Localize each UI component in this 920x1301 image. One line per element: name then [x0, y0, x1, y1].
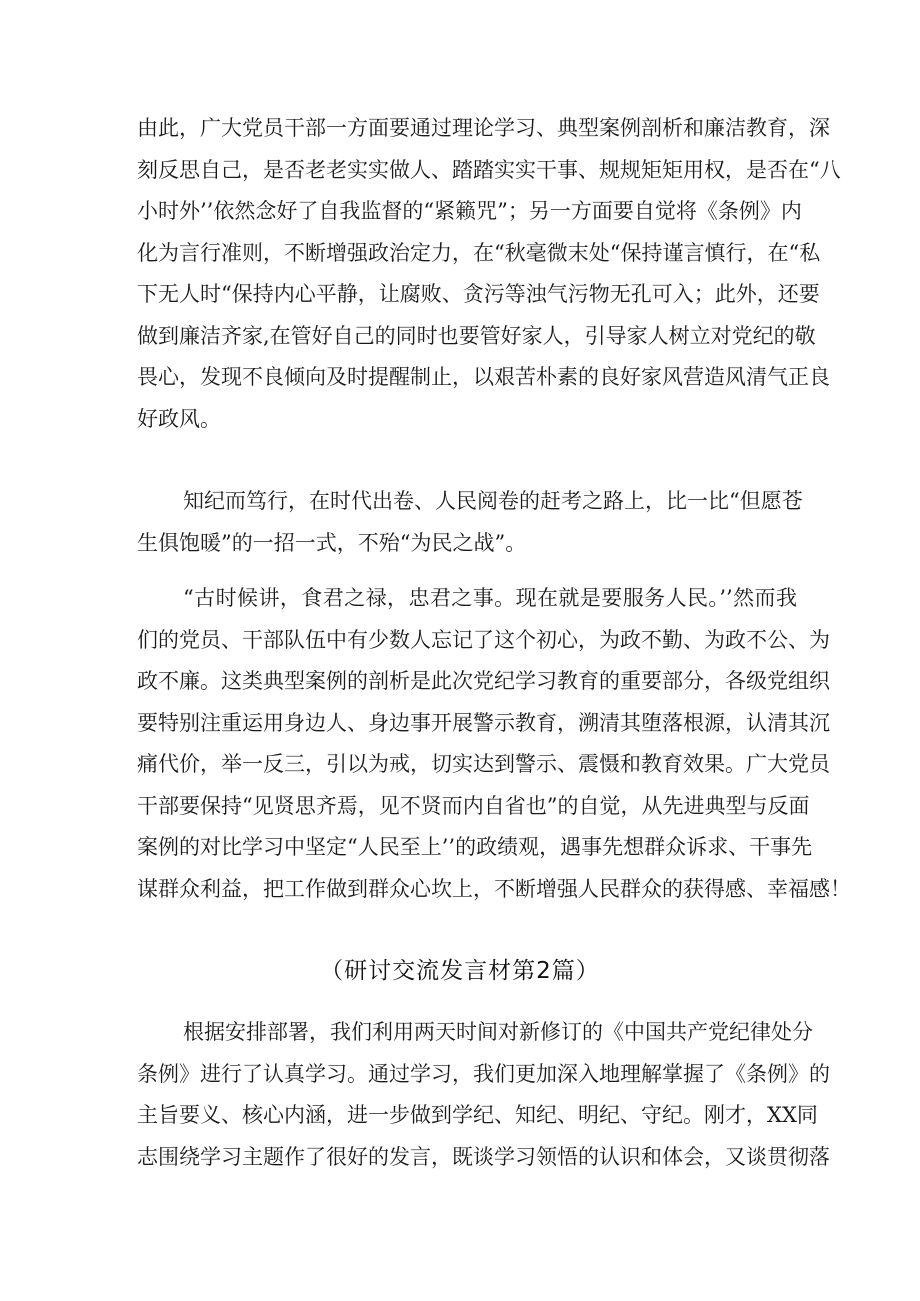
paragraph-line: 干部要保持“见贤思齐焉，见不贤而内自省也”的自觉，从先进典型与反面: [137, 793, 810, 818]
paragraph-4: [137, 1012, 830, 1178]
paragraph-line: 好政风。: [137, 406, 221, 431]
paragraph-2: [137, 481, 803, 564]
paragraph-line: 志围绕学习主题作了很好的发言，既谈学习领悟的认识和体会，又谈贯彻落: [137, 1144, 830, 1169]
paragraph-line: 由此，广大党员干部一方面要通过理论学习、典型案例剖析和廉洁教育，深: [137, 116, 830, 140]
paragraph-line: 痛代价，举一反三，引以为戒，切实达到警示、震慑和教育效果。广大党员: [137, 752, 830, 776]
paragraph-1: [137, 108, 841, 440]
paragraph-line: 案例的对比学习中坚定“人民至上’’的政绩观，遇事先想群众诉求、干事先: [137, 835, 813, 859]
paragraph-line: 主旨要义、核心内涵，进一步做到学纪、知纪、明纪、守纪。刚才，XX同: [137, 1103, 818, 1127]
paragraph-line: 做到廉洁齐家,在管好自己的同时也要管好家人，引导家人树立对党纪的敬: [137, 323, 816, 348]
paragraph-line: 们的党员、干部队伍中有少数人忘记了这个初心，为政不勤、为政不公、为: [137, 627, 830, 652]
paragraph-line: 小时外’’依然念好了自我监督的“紧籁咒”；另一方面要自觉将《条例》内: [137, 199, 802, 223]
paragraph-line: 根据安排部署，我们利用两天时间对新修订的《中国共产党纪律处分: [183, 1020, 813, 1044]
section-heading: （研讨交流发言材第2篇）: [320, 958, 600, 984]
paragraph-3: [137, 578, 851, 910]
paragraph-line: 下无人时“保持内心平静，让腐败、贪污等浊气污物无孔可入；此外，还要: [137, 282, 820, 306]
paragraph-line: 刻反思自己，是否老老实实做人、踏踏实实干事、规规矩矩用权，是否在“八: [137, 157, 841, 182]
paragraph-line: 条例》进行了认真学习。通过学习，我们更加深入地理解掌握了《条例》的: [137, 1061, 830, 1086]
paragraph-line: 谋群众利益，把工作做到群众心坎上，不断增强人民群众的获得感、幸福感！: [137, 876, 851, 901]
paragraph-line: 知纪而笃行，在时代出卷、人民阅卷的赶考之路上，比一比“但愿苍: [183, 489, 803, 513]
paragraph-line: “古时候讲，食君之禄，忠君之事。现在就是要服务人民。’’然而我: [183, 586, 797, 610]
paragraph-line: 化为言行准则，不断增强政治定力，在“秋毫微末处“保持谨言慎行，在“私: [137, 240, 821, 265]
paragraph-line: 政不廉。这类典型案例的剖析是此次党纪学习教育的重要部分，各级党组织: [137, 669, 830, 693]
paragraph-line: 生俱饱暖”的一招一式，不殆“为民之战”。: [137, 530, 527, 555]
paragraph-line: 畏心，发现不良倾向及时提醒制止，以艰苦朴素的良好家风营造风清气正良: [137, 365, 830, 389]
paragraph-line: 要特别注重运用身边人、身边事开展警示教育，溯清其堕落根源，认清其沉: [137, 710, 830, 735]
